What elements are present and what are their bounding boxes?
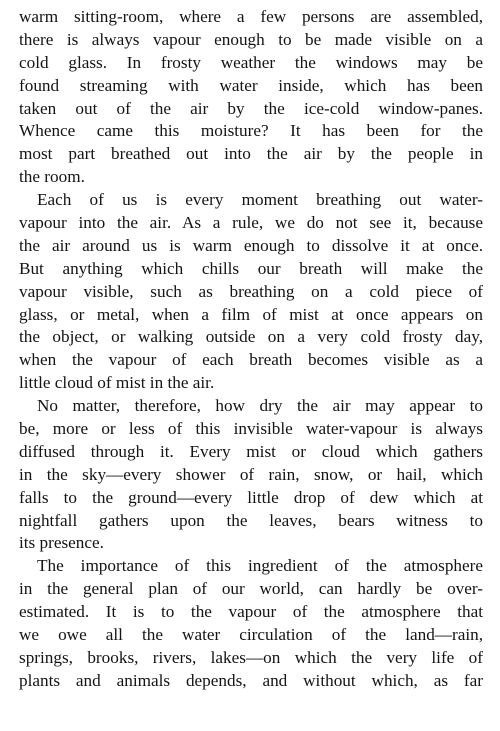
paragraph-4 (19, 555, 483, 692)
text-line: vapour visible, such as breathing on a cold piece of (19, 281, 483, 301)
text-line: warm sitting-room, where a few persons are assembled, (19, 7, 483, 26)
text-line: taken out of the air by the ice-cold window-panes. (19, 98, 483, 118)
text-line: Whence came this moisture? It has been for the (19, 121, 483, 141)
text-line: the air around us is warm enough to dissolve it at once. (19, 235, 483, 255)
paragraph-1 (19, 6, 483, 189)
text-line: most part breathed out into the air by the people in (19, 144, 483, 164)
text-line: in the general plan of our world, can hardly be over- (19, 579, 483, 599)
text-line: be, more or less of this invisible water-vapour is always (19, 419, 483, 439)
text-line: found streaming with water inside, which has been (19, 75, 483, 95)
text-line: the room. (19, 167, 85, 187)
paragraph-3 (19, 395, 483, 555)
text-line: The importance of this ingredient of the atmosphere (37, 556, 483, 576)
text-line: the object, or walking outside on a very cold frosty day, (19, 327, 483, 347)
text-line: we owe all the water circulation of the land—rain, (19, 625, 483, 645)
paragraph-2 (19, 189, 483, 395)
text-line: But anything which chills our breath will make the (19, 258, 483, 278)
text-line: Each of us is every moment breathing out water- (37, 190, 483, 210)
text-line: nightfall gathers upon the leaves, bears witness to (19, 510, 483, 530)
text-line: little cloud of mist in the air. (19, 373, 215, 393)
text-line: in the sky—every shower of rain, snow, or hail, which (19, 464, 483, 484)
text-line: there is always vapour enough to be made visible on a (19, 29, 483, 49)
text-line: estimated. It is to the vapour of the atmosphere that (19, 602, 483, 622)
page-text (19, 6, 483, 693)
text-line: cold glass. In frosty weather the windows may be (19, 52, 483, 72)
text-line: vapour into the air. As a rule, we do not see it, because (19, 213, 483, 233)
text-line: glass, or metal, when a film of mist at once appears on (19, 304, 483, 324)
text-line: its presence. (19, 533, 104, 553)
text-line: diffused through it. Every mist or cloud which gathers (19, 441, 483, 461)
text-line: plants and animals depends, and without which, as far (19, 670, 483, 690)
text-line: when the vapour of each breath becomes visible as a (19, 350, 483, 370)
text-line: falls to the ground—every little drop of dew which at (19, 487, 483, 507)
text-line: springs, brooks, rivers, lakes—on which the very life of (19, 647, 483, 667)
text-line: No matter, therefore, how dry the air may appear to (37, 396, 483, 416)
